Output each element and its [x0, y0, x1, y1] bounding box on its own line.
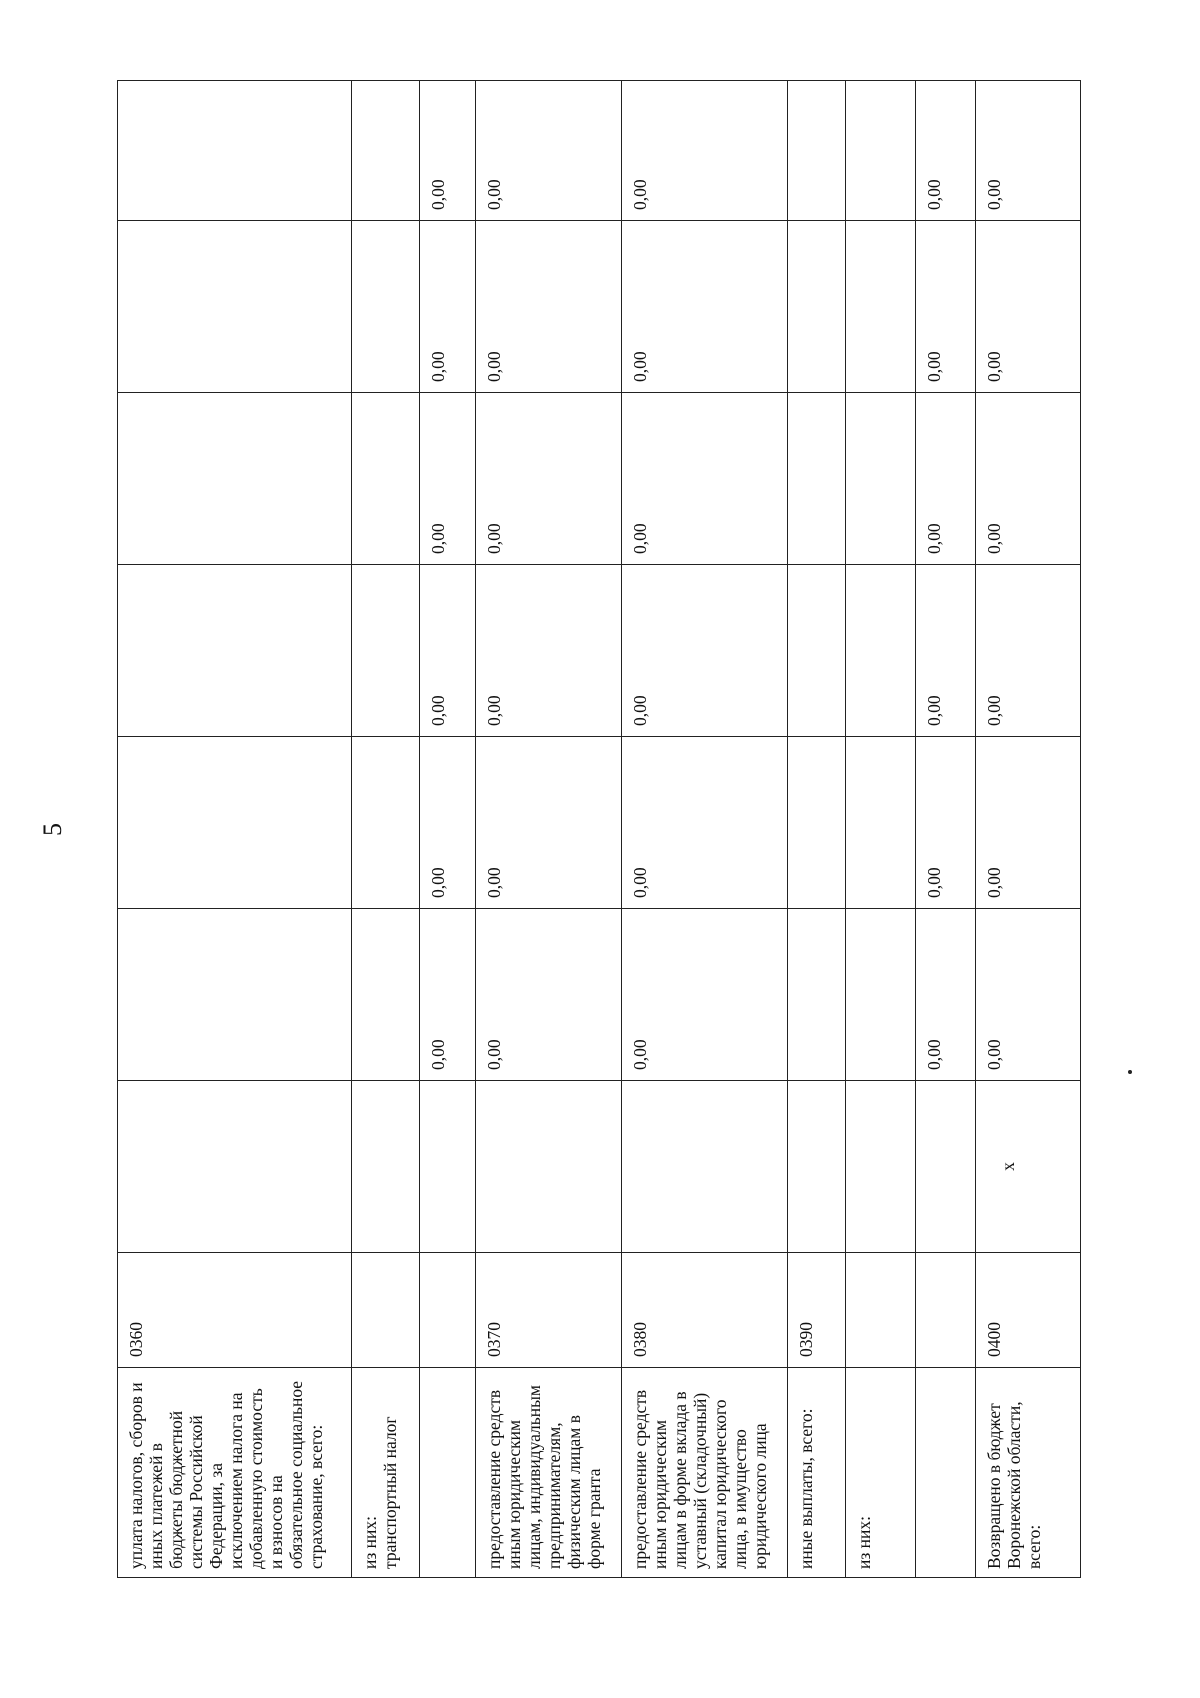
value-cell	[788, 81, 846, 221]
value-cell	[846, 737, 916, 909]
value-cell	[788, 737, 846, 909]
value-cell: 0,00	[916, 221, 976, 393]
row-mark	[788, 1081, 846, 1253]
value-cell	[352, 909, 420, 1081]
value-cell: 0,00	[476, 909, 622, 1081]
row-label: Возвращено в бюджет Воронежской области, всего:	[976, 1368, 1081, 1578]
value-cell	[352, 737, 420, 909]
value-cell	[118, 393, 352, 565]
scan-speck	[1128, 1070, 1132, 1074]
row-mark: x	[976, 1081, 1081, 1253]
table-row	[420, 81, 476, 1578]
row-label	[916, 1368, 976, 1578]
value-cell: 0,00	[622, 565, 788, 737]
row-label: из них:	[846, 1368, 916, 1578]
table-row	[352, 81, 420, 1578]
value-cell	[118, 909, 352, 1081]
table-row	[118, 81, 352, 1578]
table-row	[846, 81, 916, 1578]
value-cell: 0,00	[976, 909, 1081, 1081]
value-cell	[846, 81, 916, 221]
row-code: 0390	[788, 1253, 846, 1368]
value-cell	[352, 221, 420, 393]
value-cell	[788, 565, 846, 737]
row-mark	[118, 1081, 352, 1253]
value-cell: 0,00	[622, 393, 788, 565]
value-cell	[846, 909, 916, 1081]
value-cell	[352, 393, 420, 565]
row-mark	[916, 1081, 976, 1253]
page-number: 5	[38, 823, 67, 836]
row-label: из них: транспортный налог	[352, 1368, 420, 1578]
row-label: предоставление средств иным юридическим лицам в форме вклада в уставный (складочный) капитал юридического лица, в имущество юридического лица	[622, 1368, 788, 1578]
value-cell: 0,00	[976, 221, 1081, 393]
value-cell	[118, 81, 352, 221]
value-cell: 0,00	[916, 909, 976, 1081]
value-cell: 0,00	[916, 737, 976, 909]
value-cell: 0,00	[976, 393, 1081, 565]
value-cell: 0,00	[976, 565, 1081, 737]
value-cell: 0,00	[916, 81, 976, 221]
value-cell	[118, 221, 352, 393]
value-cell: 0,00	[622, 737, 788, 909]
row-label: уплата налогов, сборов и иных платежей в бюджеты бюджетной системы Российской Федерации, за исключением налога на добавленную стоимость и взносов на обязательное социальное страхование, всего:	[118, 1368, 352, 1578]
value-cell: 0,00	[420, 393, 476, 565]
value-cell: 0,00	[420, 737, 476, 909]
row-code: 0370	[476, 1253, 622, 1368]
value-cell: 0,00	[476, 737, 622, 909]
table-row	[788, 81, 846, 1578]
value-cell	[846, 565, 916, 737]
value-cell	[352, 565, 420, 737]
table-row	[476, 81, 622, 1578]
value-cell: 0,00	[976, 81, 1081, 221]
row-code: 0400	[976, 1253, 1081, 1368]
value-cell	[118, 565, 352, 737]
table-row	[916, 81, 976, 1578]
value-cell: 0,00	[476, 81, 622, 221]
value-cell	[788, 221, 846, 393]
table-row	[622, 81, 788, 1578]
value-cell: 0,00	[420, 221, 476, 393]
row-label	[420, 1368, 476, 1578]
row-code: 0360	[118, 1253, 352, 1368]
report-table	[117, 80, 1081, 1578]
table-row	[976, 81, 1081, 1578]
value-cell	[846, 393, 916, 565]
value-cell	[846, 221, 916, 393]
value-cell: 0,00	[420, 565, 476, 737]
value-cell	[788, 393, 846, 565]
value-cell	[118, 737, 352, 909]
row-label: предоставление средств иным юридическим лицам, индивидуальным предпринимателям, физическим лицам в форме гранта	[476, 1368, 622, 1578]
row-code	[420, 1253, 476, 1368]
row-code	[916, 1253, 976, 1368]
row-mark	[476, 1081, 622, 1253]
report-table-body	[118, 81, 1081, 1578]
value-cell: 0,00	[476, 565, 622, 737]
value-cell: 0,00	[476, 393, 622, 565]
value-cell: 0,00	[420, 81, 476, 221]
report-table-wrapper	[117, 81, 1080, 1578]
value-cell: 0,00	[420, 909, 476, 1081]
row-mark	[846, 1081, 916, 1253]
row-mark	[420, 1081, 476, 1253]
value-cell: 0,00	[976, 737, 1081, 909]
row-mark	[352, 1081, 420, 1253]
value-cell: 0,00	[622, 221, 788, 393]
value-cell	[352, 81, 420, 221]
value-cell: 0,00	[622, 909, 788, 1081]
row-code	[352, 1253, 420, 1368]
value-cell: 0,00	[476, 221, 622, 393]
value-cell: 0,00	[622, 81, 788, 221]
row-mark	[622, 1081, 788, 1253]
value-cell: 0,00	[916, 565, 976, 737]
value-cell	[788, 909, 846, 1081]
row-code: 0380	[622, 1253, 788, 1368]
row-code	[846, 1253, 916, 1368]
value-cell: 0,00	[916, 393, 976, 565]
row-label: иные выплаты, всего:	[788, 1368, 846, 1578]
